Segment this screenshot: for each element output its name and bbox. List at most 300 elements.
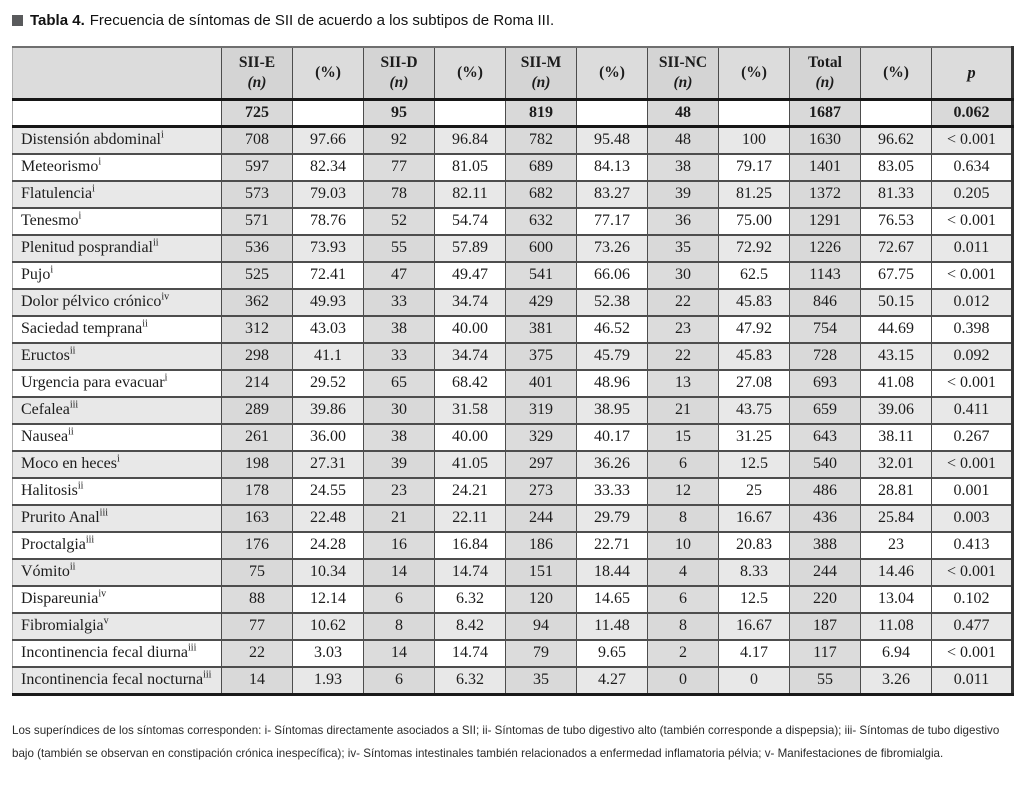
symptom-superscript: i: [50, 264, 54, 276]
value-cell: 0.003: [932, 505, 1013, 532]
value-cell: 0.413: [932, 532, 1013, 559]
column-header: [577, 47, 648, 100]
value-cell: 1226: [790, 235, 861, 262]
value-cell: 3.26: [861, 667, 932, 695]
symptom-label: Fibromialgia$^v$: [13, 613, 222, 640]
value-cell: 12: [648, 478, 719, 505]
value-cell: 36: [648, 208, 719, 235]
symptom-label: Incontinencia fecal nocturna$^{iii}$: [13, 667, 222, 695]
value-cell: 82.34: [293, 154, 364, 181]
value-cell: 41.05: [435, 451, 506, 478]
value-cell: 12.5: [719, 451, 790, 478]
value-cell: 22.11: [435, 505, 506, 532]
symptom-label: Eructos$^{ii}$: [13, 343, 222, 370]
symptom-superscript: i: [116, 453, 120, 465]
table-row: [13, 640, 1013, 667]
counts-row-label: [13, 100, 222, 127]
symptom-label: Halitosis$^{ii}$: [13, 478, 222, 505]
value-cell: 77: [222, 613, 293, 640]
value-cell: 289: [222, 397, 293, 424]
value-cell: 16: [364, 532, 435, 559]
value-cell: 21: [648, 397, 719, 424]
table-row: [13, 586, 1013, 613]
value-cell: 83.27: [577, 181, 648, 208]
value-cell: 47: [364, 262, 435, 289]
value-cell: 15: [648, 424, 719, 451]
value-cell: 35: [506, 667, 577, 695]
count-cell: [293, 100, 364, 127]
value-cell: 4.17: [719, 640, 790, 667]
table-row: [13, 397, 1013, 424]
value-cell: 1291: [790, 208, 861, 235]
value-cell: 6: [648, 451, 719, 478]
value-cell: 20.83: [719, 532, 790, 559]
value-cell: 88: [222, 586, 293, 613]
value-cell: 4.27: [577, 667, 648, 695]
value-cell: 22: [222, 640, 293, 667]
value-cell: 11.48: [577, 613, 648, 640]
value-cell: 16.67: [719, 613, 790, 640]
table-row: [13, 667, 1013, 695]
column-header-top: SII-D: [380, 53, 418, 71]
symptom-superscript: iii: [99, 507, 109, 519]
value-cell: 55: [790, 667, 861, 695]
value-cell: 659: [790, 397, 861, 424]
value-cell: 84.13: [577, 154, 648, 181]
value-cell: 381: [506, 316, 577, 343]
column-header: [293, 47, 364, 100]
value-cell: 536: [222, 235, 293, 262]
value-cell: 36.00: [293, 424, 364, 451]
value-cell: 76.53: [861, 208, 932, 235]
count-cell: 0.062: [932, 100, 1013, 127]
value-cell: 79.17: [719, 154, 790, 181]
value-cell: 40.00: [435, 424, 506, 451]
value-cell: 79.03: [293, 181, 364, 208]
column-header-top: (%): [741, 63, 767, 81]
value-cell: < 0.001: [932, 127, 1013, 155]
table-row: [13, 424, 1013, 451]
value-cell: 3.03: [293, 640, 364, 667]
value-cell: 45.83: [719, 289, 790, 316]
value-cell: 22: [648, 289, 719, 316]
value-cell: 10.34: [293, 559, 364, 586]
value-cell: 39: [648, 181, 719, 208]
table-row: [13, 316, 1013, 343]
value-cell: 22.48: [293, 505, 364, 532]
value-cell: 35: [648, 235, 719, 262]
value-cell: 73.93: [293, 235, 364, 262]
column-header-top: (%): [457, 63, 483, 81]
table-row: [13, 559, 1013, 586]
value-cell: 754: [790, 316, 861, 343]
value-cell: 120: [506, 586, 577, 613]
value-cell: 525: [222, 262, 293, 289]
value-cell: 57.89: [435, 235, 506, 262]
column-header: [364, 47, 435, 100]
symptom-superscript: ii: [77, 480, 84, 492]
value-cell: 24.55: [293, 478, 364, 505]
value-cell: 163: [222, 505, 293, 532]
symptom-superscript: i: [98, 156, 102, 168]
value-cell: 178: [222, 478, 293, 505]
value-cell: 8.42: [435, 613, 506, 640]
value-cell: 43.15: [861, 343, 932, 370]
symptom-label: Cefalea$^{iii}$: [13, 397, 222, 424]
value-cell: 312: [222, 316, 293, 343]
value-cell: 4: [648, 559, 719, 586]
table-row: [13, 262, 1013, 289]
table-body: [13, 100, 1013, 695]
value-cell: < 0.001: [932, 208, 1013, 235]
value-cell: 643: [790, 424, 861, 451]
value-cell: 682: [506, 181, 577, 208]
value-cell: 429: [506, 289, 577, 316]
symptom-label: Flatulencia$^i$: [13, 181, 222, 208]
caption-label: Tabla 4.: [30, 12, 85, 29]
value-cell: 95.48: [577, 127, 648, 155]
value-cell: 632: [506, 208, 577, 235]
value-cell: 12.5: [719, 586, 790, 613]
value-cell: 72.67: [861, 235, 932, 262]
symptom-superscript: i: [160, 129, 164, 141]
value-cell: 45.83: [719, 343, 790, 370]
symptom-superscript: iii: [188, 642, 197, 654]
count-cell: [861, 100, 932, 127]
value-cell: 273: [506, 478, 577, 505]
value-cell: 25: [719, 478, 790, 505]
column-header: [932, 47, 1013, 100]
symptom-superscript: i: [164, 372, 168, 384]
value-cell: 52: [364, 208, 435, 235]
count-cell: 725: [222, 100, 293, 127]
count-cell: [719, 100, 790, 127]
symptom-label: Meteorismo$^i$: [13, 154, 222, 181]
symptom-superscript: ii: [68, 426, 74, 438]
symptom-label: Incontinencia fecal diurna$^{iii}$: [13, 640, 222, 667]
value-cell: 34.74: [435, 289, 506, 316]
value-cell: 97.66: [293, 127, 364, 155]
value-cell: < 0.001: [932, 370, 1013, 397]
value-cell: 50.15: [861, 289, 932, 316]
value-cell: 38.95: [577, 397, 648, 424]
value-cell: 23: [861, 532, 932, 559]
column-header-top: SII-E: [238, 53, 276, 71]
column-header-unit: (n): [531, 74, 551, 91]
table-head: [13, 47, 1013, 100]
symptom-label: Distensión abdominal$^i$: [13, 127, 222, 155]
value-cell: 49.93: [293, 289, 364, 316]
symptom-superscript: iv: [161, 291, 170, 303]
value-cell: 33: [364, 289, 435, 316]
value-cell: 16.67: [719, 505, 790, 532]
value-cell: 0: [648, 667, 719, 695]
value-cell: 708: [222, 127, 293, 155]
value-cell: 214: [222, 370, 293, 397]
value-cell: 31.25: [719, 424, 790, 451]
value-cell: 44.69: [861, 316, 932, 343]
value-cell: 1372: [790, 181, 861, 208]
value-cell: 362: [222, 289, 293, 316]
value-cell: 14: [222, 667, 293, 695]
value-cell: 39.86: [293, 397, 364, 424]
value-cell: 24.28: [293, 532, 364, 559]
value-cell: 244: [790, 559, 861, 586]
value-cell: 10: [648, 532, 719, 559]
column-header-top: p: [967, 63, 976, 83]
value-cell: 0.411: [932, 397, 1013, 424]
symptom-label: Plenitud posprandial$^{ii}$: [13, 235, 222, 262]
value-cell: 0.477: [932, 613, 1013, 640]
value-cell: 23: [648, 316, 719, 343]
header-row: [13, 47, 1013, 100]
value-cell: 187: [790, 613, 861, 640]
value-cell: 27.08: [719, 370, 790, 397]
symptom-label: Dispareunia$^{iv}$: [13, 586, 222, 613]
value-cell: 198: [222, 451, 293, 478]
value-cell: 8.33: [719, 559, 790, 586]
value-cell: 6.94: [861, 640, 932, 667]
value-cell: 600: [506, 235, 577, 262]
column-header: [435, 47, 506, 100]
value-cell: 100: [719, 127, 790, 155]
value-cell: 436: [790, 505, 861, 532]
value-cell: 541: [506, 262, 577, 289]
value-cell: 32.01: [861, 451, 932, 478]
value-cell: 220: [790, 586, 861, 613]
value-cell: 41.1: [293, 343, 364, 370]
value-cell: 67.75: [861, 262, 932, 289]
value-cell: 319: [506, 397, 577, 424]
symptom-superscript: ii: [69, 345, 76, 357]
value-cell: 0.001: [932, 478, 1013, 505]
column-header-top: Total: [808, 53, 842, 71]
value-cell: 38.11: [861, 424, 932, 451]
value-cell: 38: [648, 154, 719, 181]
table-row: [13, 613, 1013, 640]
caption-square-bullet-icon: [12, 15, 23, 26]
value-cell: 72.92: [719, 235, 790, 262]
value-cell: 401: [506, 370, 577, 397]
value-cell: < 0.001: [932, 451, 1013, 478]
column-header-unit: (n): [389, 74, 409, 91]
table-row: [13, 181, 1013, 208]
value-cell: 39.06: [861, 397, 932, 424]
table-caption: [12, 12, 1012, 29]
value-cell: 96.62: [861, 127, 932, 155]
symptom-label: Dolor pélvico crónico$^{iv}$: [13, 289, 222, 316]
value-cell: 728: [790, 343, 861, 370]
value-cell: 77.17: [577, 208, 648, 235]
value-cell: 176: [222, 532, 293, 559]
value-cell: 34.74: [435, 343, 506, 370]
value-cell: 12.14: [293, 586, 364, 613]
value-cell: 846: [790, 289, 861, 316]
value-cell: 47.92: [719, 316, 790, 343]
column-header-unit: (n): [815, 74, 835, 91]
value-cell: 117: [790, 640, 861, 667]
value-cell: 6: [364, 667, 435, 695]
count-cell: 95: [364, 100, 435, 127]
value-cell: 30: [648, 262, 719, 289]
value-cell: 782: [506, 127, 577, 155]
column-header-top: (%): [315, 63, 341, 81]
column-header: [861, 47, 932, 100]
value-cell: 573: [222, 181, 293, 208]
table-row: [13, 532, 1013, 559]
value-cell: 45.79: [577, 343, 648, 370]
value-cell: 29.52: [293, 370, 364, 397]
count-cell: [435, 100, 506, 127]
value-cell: 33: [364, 343, 435, 370]
value-cell: 94: [506, 613, 577, 640]
subtype-counts-row: [13, 100, 1013, 127]
value-cell: 540: [790, 451, 861, 478]
value-cell: 6: [364, 586, 435, 613]
value-cell: 49.47: [435, 262, 506, 289]
column-header: [506, 47, 577, 100]
value-cell: 297: [506, 451, 577, 478]
table-row: [13, 451, 1013, 478]
table-row: [13, 343, 1013, 370]
value-cell: 6.32: [435, 667, 506, 695]
value-cell: 0.011: [932, 667, 1013, 695]
value-cell: 52.38: [577, 289, 648, 316]
value-cell: 8: [648, 505, 719, 532]
value-cell: 43.75: [719, 397, 790, 424]
value-cell: 73.26: [577, 235, 648, 262]
value-cell: 55: [364, 235, 435, 262]
column-header: [719, 47, 790, 100]
value-cell: 78.76: [293, 208, 364, 235]
symptom-superscript: i: [92, 183, 95, 195]
value-cell: 329: [506, 424, 577, 451]
value-cell: 54.74: [435, 208, 506, 235]
column-header-top: SII-M: [520, 53, 562, 71]
value-cell: 27.31: [293, 451, 364, 478]
value-cell: 0.012: [932, 289, 1013, 316]
value-cell: 72.41: [293, 262, 364, 289]
value-cell: 96.84: [435, 127, 506, 155]
value-cell: 151: [506, 559, 577, 586]
value-cell: 0.634: [932, 154, 1013, 181]
column-header-top: (%): [883, 63, 909, 81]
value-cell: 81.05: [435, 154, 506, 181]
value-cell: 10.62: [293, 613, 364, 640]
value-cell: 22.71: [577, 532, 648, 559]
value-cell: 65: [364, 370, 435, 397]
value-cell: 81.25: [719, 181, 790, 208]
value-cell: 92: [364, 127, 435, 155]
value-cell: 14: [364, 640, 435, 667]
value-cell: 11.08: [861, 613, 932, 640]
value-cell: 1630: [790, 127, 861, 155]
value-cell: 75.00: [719, 208, 790, 235]
value-cell: 14.46: [861, 559, 932, 586]
value-cell: 77: [364, 154, 435, 181]
symptom-superscript: iv: [98, 588, 107, 600]
value-cell: 21: [364, 505, 435, 532]
symptom-superscript: ii: [152, 237, 159, 249]
value-cell: 13.04: [861, 586, 932, 613]
value-cell: 0.102: [932, 586, 1013, 613]
value-cell: 40.00: [435, 316, 506, 343]
value-cell: 1401: [790, 154, 861, 181]
value-cell: 75: [222, 559, 293, 586]
symptom-label: Proctalgia$^{iii}$: [13, 532, 222, 559]
table-row: [13, 478, 1013, 505]
value-cell: 31.58: [435, 397, 506, 424]
value-cell: 14: [364, 559, 435, 586]
value-cell: 24.21: [435, 478, 506, 505]
count-cell: 819: [506, 100, 577, 127]
column-header-unit: (n): [247, 74, 267, 91]
value-cell: 82.11: [435, 181, 506, 208]
value-cell: 28.81: [861, 478, 932, 505]
value-cell: 693: [790, 370, 861, 397]
symptom-superscript: i: [78, 210, 82, 222]
value-cell: 68.42: [435, 370, 506, 397]
value-cell: 6.32: [435, 586, 506, 613]
column-header-top: SII-NC: [658, 53, 708, 71]
value-cell: 186: [506, 532, 577, 559]
value-cell: 6: [648, 586, 719, 613]
corner-cell: [13, 47, 222, 100]
value-cell: < 0.001: [932, 559, 1013, 586]
symptom-superscript: ii: [69, 561, 76, 573]
value-cell: 13: [648, 370, 719, 397]
value-cell: 78: [364, 181, 435, 208]
value-cell: 0.398: [932, 316, 1013, 343]
value-cell: 9.65: [577, 640, 648, 667]
value-cell: 40.17: [577, 424, 648, 451]
value-cell: 38: [364, 316, 435, 343]
value-cell: 33.33: [577, 478, 648, 505]
value-cell: 0.267: [932, 424, 1013, 451]
value-cell: 81.33: [861, 181, 932, 208]
value-cell: 43.03: [293, 316, 364, 343]
value-cell: 41.08: [861, 370, 932, 397]
count-cell: 1687: [790, 100, 861, 127]
value-cell: 48.96: [577, 370, 648, 397]
value-cell: 83.05: [861, 154, 932, 181]
value-cell: 244: [506, 505, 577, 532]
symptom-superscript: v: [103, 615, 109, 627]
symptom-label: Nausea$^{ii}$: [13, 424, 222, 451]
symptom-label: Tenesmo$^i$: [13, 208, 222, 235]
value-cell: 30: [364, 397, 435, 424]
value-cell: 571: [222, 208, 293, 235]
value-cell: 388: [790, 532, 861, 559]
value-cell: 1143: [790, 262, 861, 289]
table-row: [13, 235, 1013, 262]
symptom-label: Vómito$^{ii}$: [13, 559, 222, 586]
value-cell: 48: [648, 127, 719, 155]
value-cell: 0.205: [932, 181, 1013, 208]
column-header-top: (%): [599, 63, 625, 81]
value-cell: < 0.001: [932, 640, 1013, 667]
table-row: [13, 127, 1013, 155]
value-cell: 36.26: [577, 451, 648, 478]
value-cell: 2: [648, 640, 719, 667]
value-cell: 597: [222, 154, 293, 181]
table-row: [13, 208, 1013, 235]
value-cell: 14.65: [577, 586, 648, 613]
symptom-superscript: iii: [69, 399, 79, 411]
column-header: [222, 47, 293, 100]
value-cell: 1.93: [293, 667, 364, 695]
symptom-label: Urgencia para evacuar$^i$: [13, 370, 222, 397]
